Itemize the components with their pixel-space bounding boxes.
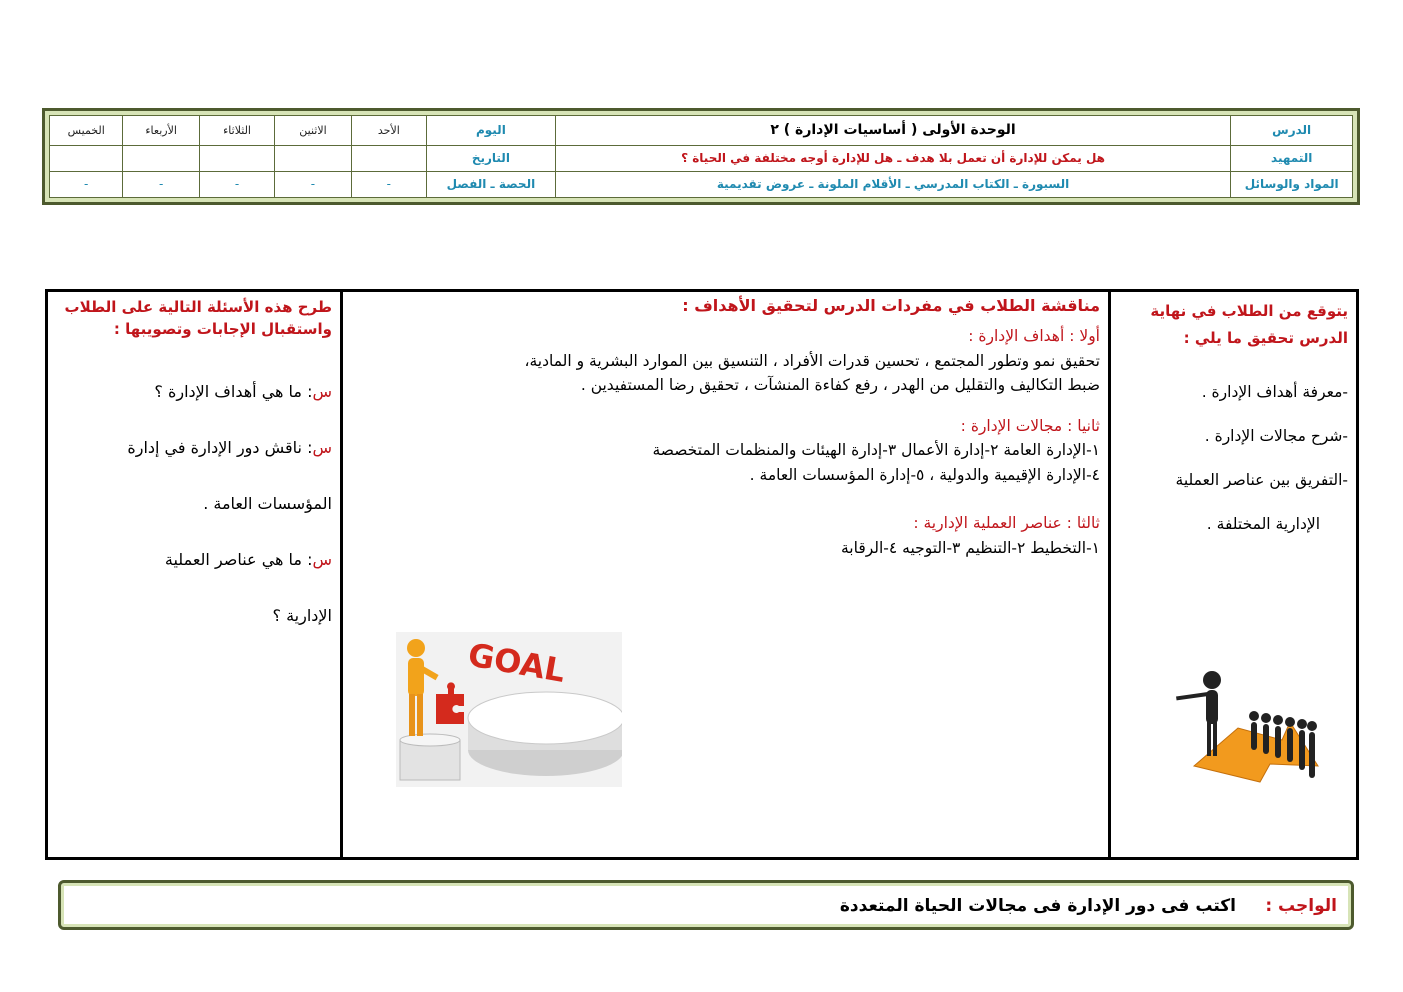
- follower-icon: [1249, 711, 1259, 721]
- questions-heading-line: واستقبال الإجابات وتصويبها :: [113, 320, 332, 338]
- follower-icon: [1307, 721, 1317, 731]
- leader-head: [1203, 671, 1221, 689]
- date-cell: [123, 145, 199, 171]
- date-cell: [50, 145, 123, 171]
- elements-heading: ثالثا : عناصر العملية الإدارية :: [913, 514, 1100, 532]
- lesson-title: الوحدة الأولى ( أساسيات الإدارة ) ٢: [555, 116, 1231, 146]
- homework-bar: [58, 880, 1354, 930]
- header-row-intro: [50, 145, 1353, 171]
- goal-platform-top: [468, 692, 622, 744]
- date-cell: [351, 145, 426, 171]
- fields-line: ١-الإدارة العامة ٢-إدارة الأعمال ٣-إدارة الهيئات والمنظمات المتخصصة: [652, 441, 1100, 459]
- day-sunday: الأحد: [351, 116, 426, 146]
- fields-heading: ثانيا : مجالات الإدارة :: [960, 416, 1100, 435]
- leader-leg: [1207, 722, 1211, 756]
- day-tuesday: الثلاثاء: [199, 116, 274, 146]
- day-wednesday: الأربعاء: [123, 116, 199, 146]
- follower-icon: [1287, 728, 1293, 762]
- homework-text: اكتب فى دور الإدارة فى مجالات الحياة المتعددة: [839, 896, 1236, 916]
- homework-label: الواجب :: [1265, 896, 1337, 916]
- leader-leg: [1213, 722, 1217, 756]
- follower-icon: [1297, 719, 1307, 729]
- period-value: -: [50, 171, 123, 197]
- date-cell: [275, 145, 351, 171]
- lesson-label: الدرس: [1231, 116, 1353, 146]
- spacer: [360, 487, 1100, 511]
- questions-heading-line: طرح هذه الأسئلة التالية على الطلاب: [64, 298, 332, 316]
- question-prefix: س: [312, 382, 332, 401]
- header-row-materials: [50, 171, 1353, 197]
- period-label: الحصة ـ الفصل: [427, 171, 556, 197]
- date-cell: [199, 145, 274, 171]
- follower-icon: [1285, 717, 1295, 727]
- questions-heading: [62, 296, 332, 340]
- discussion-body: [360, 324, 1100, 560]
- date-label: التاريخ: [427, 145, 556, 171]
- follower-icon: [1299, 730, 1305, 770]
- objective-item: الإدارية المختلفة .: [1206, 515, 1320, 533]
- intro-label: التمهيد: [1231, 145, 1353, 171]
- goals-line: ضبط التكاليف والتقليل من الهدر ، رفع كفاءة المنشآت ، تحقيق رضا المستفيدين .: [580, 376, 1100, 394]
- day-thursday: الخميس: [50, 116, 123, 146]
- objectives-heading: [1123, 298, 1348, 352]
- question-item: [62, 364, 332, 420]
- figure-body: [408, 658, 424, 696]
- intro-text: هل يمكن للإدارة أن تعمل بلا هدف ـ هل للإدارة أوجه مختلفة في الحياة ؟: [555, 145, 1231, 171]
- objectives-list: [1118, 370, 1348, 546]
- day-monday: الاثنين: [275, 116, 351, 146]
- figure-head: [407, 639, 425, 657]
- follower-icon: [1275, 726, 1281, 758]
- question-text: : ما هي أهداف الإدارة ؟: [154, 382, 313, 401]
- period-value: -: [199, 171, 274, 197]
- period-value: -: [123, 171, 199, 197]
- materials-text: السبورة ـ الكتاب المدرسي ـ الأقلام الملونة ـ عروض تقديمية: [555, 171, 1231, 197]
- elements-line: ١-التخطيط ٢-التنظيم ٣-التوجيه ٤-الرقابة: [840, 538, 1100, 557]
- question-text: : ما هي عناصر العملية: [164, 550, 313, 569]
- question-continuation: المؤسسات العامة .: [203, 494, 332, 513]
- objective-item: -معرفة أهداف الإدارة .: [1201, 383, 1348, 401]
- goals-line: تحقيق نمو وتطور المجتمع ، تحسين قدرات الأفراد ، التنسيق بين الموارد البشرية و المادية،: [524, 351, 1100, 370]
- goal-word: GOAL: [465, 635, 569, 690]
- lesson-header-table: [49, 115, 1353, 198]
- follower-icon: [1251, 722, 1257, 750]
- follower-icon: [1309, 732, 1315, 778]
- objective-item: -شرح مجالات الإدارة .: [1204, 427, 1348, 445]
- period-value: -: [275, 171, 351, 197]
- question-item: [62, 420, 332, 476]
- spacer: [360, 398, 1100, 414]
- figure-leg: [409, 694, 415, 736]
- figure-leg: [417, 694, 423, 736]
- leader-illustration: [1172, 670, 1320, 796]
- goal-illustration: [396, 632, 622, 787]
- day-label: اليوم: [427, 116, 556, 146]
- question-prefix: س: [312, 550, 332, 569]
- follower-icon: [1263, 724, 1269, 754]
- materials-label: المواد والوسائل: [1231, 171, 1353, 197]
- header-row-lesson: [50, 116, 1353, 146]
- goals-heading: أولا : أهداف الإدارة :: [968, 327, 1100, 345]
- lesson-header-frame: [42, 108, 1360, 205]
- objectives-heading-line: الدرس تحقيق ما يلي :: [1183, 329, 1348, 347]
- follower-icon: [1261, 713, 1271, 723]
- question-continuation: الإدارية ؟: [272, 606, 332, 625]
- follower-icon: [1273, 715, 1283, 725]
- fields-line: ٤-الإدارة الإقيمية والدولية ، ٥-إدارة المؤسسات العامة .: [749, 465, 1100, 484]
- questions-column: [48, 292, 340, 857]
- objectives-heading-line: يتوقع من الطلاب في نهاية: [1150, 302, 1348, 320]
- question-item: [62, 532, 332, 588]
- question-text: : ناقش دور الإدارة في إدارة: [127, 438, 313, 457]
- discussion-title: مناقشة الطلاب في مفردات الدرس لتحقيق الأهداف :: [682, 296, 1100, 315]
- objective-item: -التفريق بين عناصر العملية: [1175, 471, 1348, 489]
- questions-list: [62, 364, 332, 644]
- leader-arm: [1176, 692, 1208, 700]
- period-value: -: [351, 171, 426, 197]
- question-prefix: س: [312, 438, 332, 457]
- lesson-header-inner: [45, 111, 1357, 202]
- lesson-body-table: [45, 289, 1359, 860]
